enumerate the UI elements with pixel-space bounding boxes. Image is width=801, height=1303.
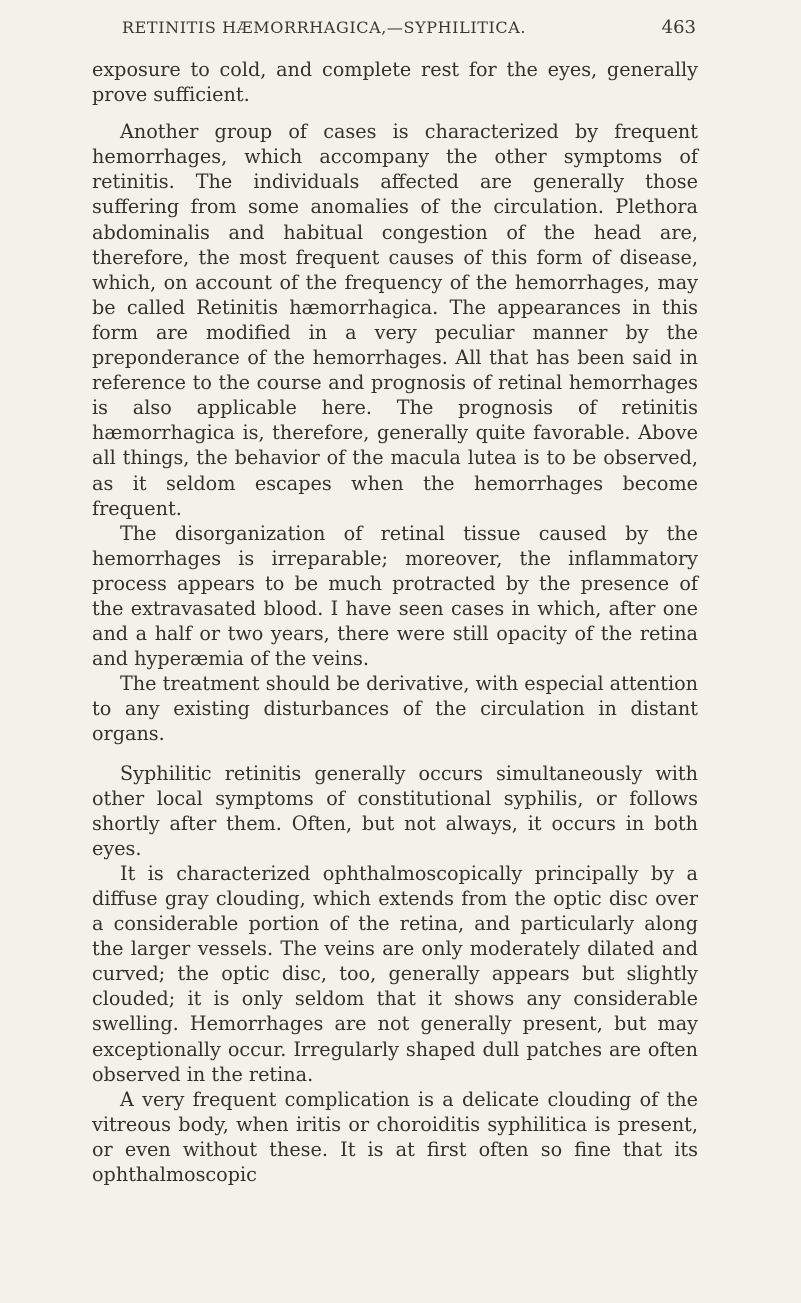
paragraph-gap bbox=[92, 107, 698, 119]
paragraph-syphilitic-retinitis: Syphilitic retinitis generally occurs simultaneously with other local symptoms of constitutional syphilis, or follows shortly after them. Often, but not always, it occurs in both eyes. bbox=[92, 761, 698, 860]
running-title: RETINITIS HÆMORRHAGICA,—SYPHILITICA. bbox=[122, 18, 527, 37]
page-number: 463 bbox=[661, 17, 696, 38]
paragraph-disorganization: The disorganization of retinal tissue caused by the hemorrhages is irreparable; moreover, the inflammatory process appears to be much protracted by the presence of the extravasated blood. I have seen cases in which, after one and a half or two years, there were still opacity of the retina and hyperæmia of the veins. bbox=[92, 521, 698, 671]
paragraph-ophthalmoscopic-signs: It is characterized ophthalmoscopically principally by a diffuse gray clouding, which extends from the optic disc over a considerable portion of the retina, and particularly along the larger vessels. The veins are only moderately dilated and curved; the optic disc, too, generally appears but slightly clouded; it is only seldom that it shows any considerable swelling. Hemorrhages are not generally present, but may exceptionally occur. Irregularly shaped dull patches are often observed in the retina. bbox=[92, 861, 698, 1086]
paragraph-retinitis-haemorrhagica: Another group of cases is characterized by frequent hemorrhages, which accompany the other symptoms of retinitis. The individuals affected are generally those suffering from some anomalies of the circulation. Plethora abdominalis and habitual congestion of the head are, therefore, the most frequent causes of this form of disease, which, on account of the frequency of the hemorrhages, may be called Retinitis hæmorrhagica. The appearances in this form are modified in a very peculiar manner by the preponderance of the hemorrhages. All that has been said in reference to the course and prognosis of retinal hemorrhages is also applicable here. The prognosis of retinitis hæmorrhagica is, therefore, generally quite favorable. Above all things, the behavior of the macula lutea is to be observed, as it seldom escapes when the hemorrhages become frequent. bbox=[92, 120, 698, 520]
body-text bbox=[92, 57, 698, 1187]
paragraph-continuation: exposure to cold, and complete rest for the eyes, generally prove sufficient. bbox=[92, 58, 698, 107]
paragraph-complication: A very frequent complication is a delicate clouding of the vitreous body, when iritis or choroiditis syphilitica is present, or even without these. It is at first often so fine that its ophthalmoscopic bbox=[92, 1087, 698, 1187]
paragraph-gap bbox=[92, 747, 698, 761]
paragraph-treatment: The treatment should be derivative, with especial attention to any existing disturbances of the circulation in distant organs. bbox=[92, 672, 699, 746]
running-header bbox=[92, 14, 696, 44]
